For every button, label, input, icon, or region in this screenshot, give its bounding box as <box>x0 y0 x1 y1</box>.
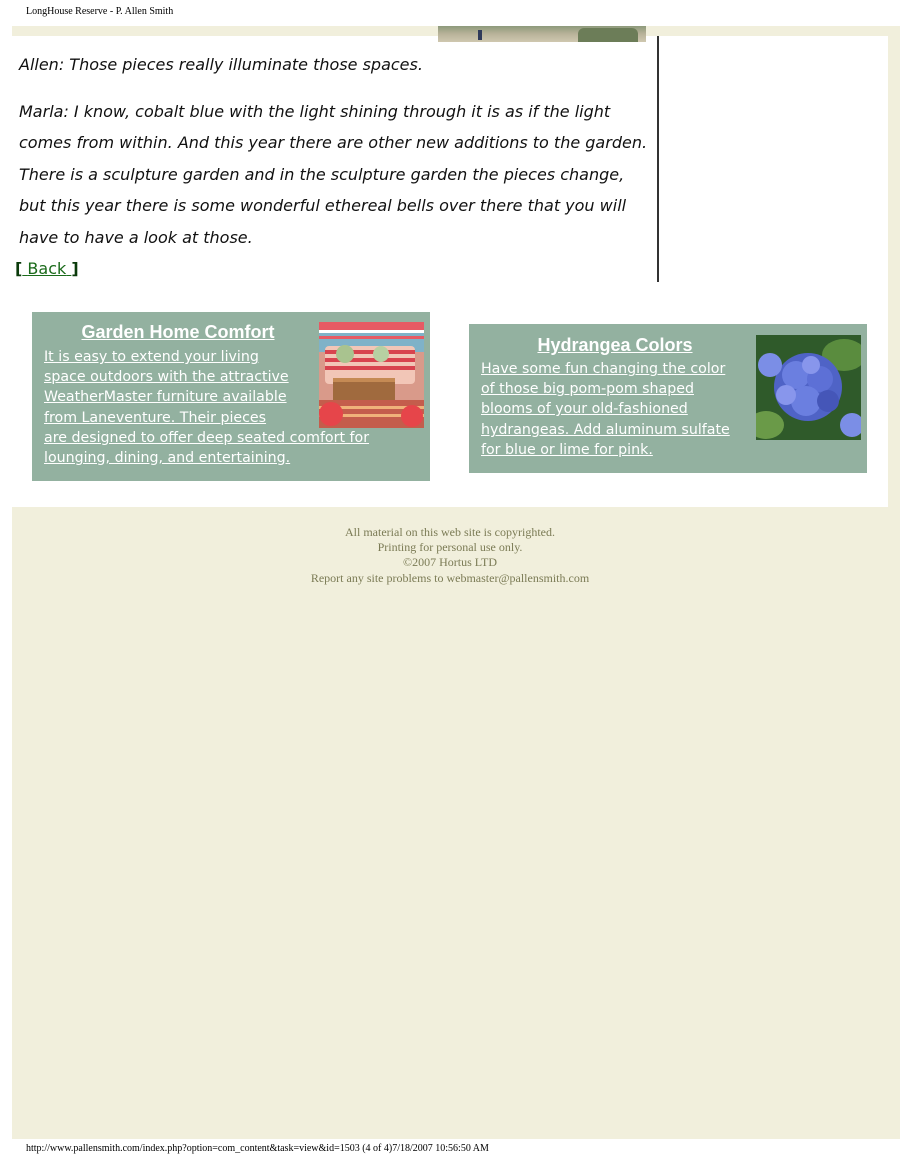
column-divider <box>657 36 659 282</box>
promo-text-line[interactable]: from Laneventure. Their pieces <box>44 410 267 426</box>
promo-text-line[interactable]: lounging, dining, and entertaining. <box>44 450 291 466</box>
promo-text-line[interactable]: It is easy to extend your living <box>44 349 259 365</box>
back-link[interactable] <box>15 259 79 279</box>
garden-furniture-photo[interactable] <box>319 322 424 428</box>
footer-copyright-notice: All material on this web site is copyrighted. <box>345 525 555 539</box>
site-footer <box>12 525 888 586</box>
promo-text-line[interactable]: space outdoors with the attractive <box>44 369 289 385</box>
hydrangea-photo[interactable] <box>756 335 861 440</box>
back-bracket-open: [ <box>15 259 23 278</box>
promo-text-line[interactable]: of those big pom-pom shaped <box>481 381 694 397</box>
promo-text-line[interactable]: WeatherMaster furniture available <box>44 389 287 405</box>
print-header-title: LongHouse Reserve - P. Allen Smith <box>26 6 174 17</box>
promo-text-line[interactable]: hydrangeas. Add aluminum sulfate <box>481 422 730 438</box>
promo-text-line[interactable]: for blue or lime for pink. <box>481 442 653 458</box>
footer-printing-notice: Printing for personal use only. <box>377 540 523 555</box>
back-bracket-close: ] <box>71 259 79 278</box>
promo-title-garden-home-comfort[interactable]: Garden Home Comfort <box>81 322 275 342</box>
shrub-graphic <box>578 28 638 42</box>
promo-text-line[interactable]: blooms of your old-fashioned <box>481 401 688 417</box>
lamp-post-graphic <box>478 30 482 40</box>
footer-webmaster-contact: Report any site problems to webmaster@pallensmith.com <box>310 570 590 585</box>
print-footer-url: http://www.pallensmith.com/index.php?option=com_content&task=view&id=1503 (4 of 4)7/18/2007 10:56:50 AM <box>26 1143 489 1154</box>
promo-text-line[interactable]: are designed to offer deep seated comfort for <box>44 430 370 446</box>
article-paragraph-allen: Allen: Those pieces really illuminate those spaces. <box>19 55 423 74</box>
header-photo-strip <box>438 26 646 42</box>
footer-copyright-holder: ©2007 Hortus LTD <box>402 555 497 570</box>
article-paragraph-marla: Marla: I know, cobalt blue with the light shining through it is as if the light comes from within. And this year there are other new additions to the garden. There is a sculpture garden and in the sculpture garden the pieces change, but this year there is some wonderful ethereal bells over there that you will have to have a look at those. <box>19 102 648 247</box>
promo-title-hydrangea-colors[interactable]: Hydrangea Colors <box>537 335 693 355</box>
promo-text-line[interactable]: Have some fun changing the color <box>481 361 726 377</box>
back-link-label: Back <box>27 259 67 278</box>
